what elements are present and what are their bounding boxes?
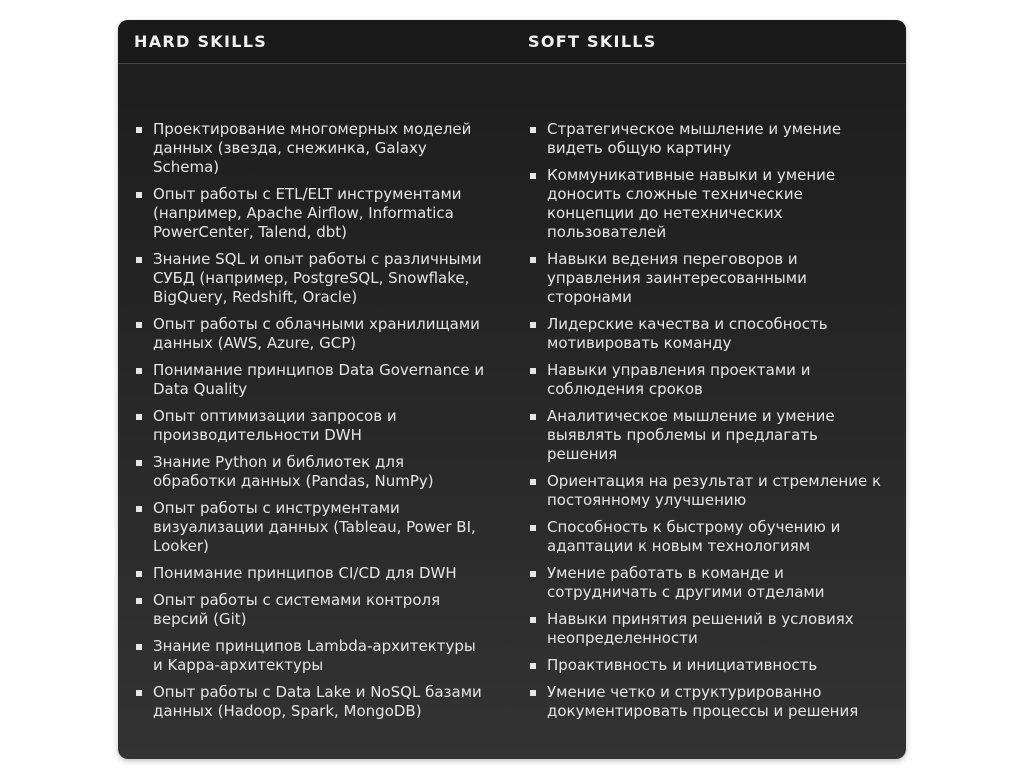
list-item-text: Опыт работы с системами контроля версий (Git) <box>153 590 441 628</box>
list-item-text: Знание Python и библиотек для обработки данных (Pandas, NumPy) <box>153 452 434 490</box>
hard-skills-column <box>135 90 485 750</box>
square-bullet-icon <box>530 571 536 577</box>
list-item <box>135 407 485 445</box>
hard-skills-list <box>135 120 485 721</box>
list-item <box>135 120 485 177</box>
square-bullet-icon <box>530 690 536 696</box>
list-item-text: Умение четко и структурированно документировать процессы и решения <box>547 682 859 720</box>
list-item-text: Стратегическое мышление и умение видеть общую картину <box>547 119 842 157</box>
list-item <box>135 564 485 583</box>
list-item <box>529 683 889 721</box>
list-item <box>529 610 889 648</box>
list-item-text: Проактивность и инициативность <box>547 655 818 674</box>
square-bullet-icon <box>530 322 536 328</box>
list-item <box>529 250 889 307</box>
list-item-text: Способность к быстрому обучению и адаптации к новым технологиям <box>547 517 841 555</box>
square-bullet-icon <box>530 663 536 669</box>
square-bullet-icon <box>136 368 142 374</box>
square-bullet-icon <box>530 257 536 263</box>
list-item <box>135 683 485 721</box>
list-item <box>135 315 485 353</box>
list-item <box>135 499 485 556</box>
list-item-text: Ориентация на результат и стремление к постоянному улучшению <box>547 471 882 509</box>
list-item <box>529 361 889 399</box>
list-item-text: Аналитическое мышление и умение выявлять проблемы и предлагать решения <box>547 406 835 463</box>
list-item <box>529 472 889 510</box>
soft-skills-column <box>529 90 889 750</box>
square-bullet-icon <box>136 322 142 328</box>
square-bullet-icon <box>136 192 142 198</box>
list-item-text: Навыки принятия решений в условиях неопределенности <box>547 609 854 647</box>
square-bullet-icon <box>136 257 142 263</box>
list-item-text: Опыт работы с Data Lake и NoSQL базами данных (Hadoop, Spark, MongoDB) <box>153 682 482 720</box>
list-item-text: Знание SQL и опыт работы с различными СУБД (например, PostgreSQL, Snowflake, BigQuery, Redshift, Oracle) <box>153 249 482 306</box>
square-bullet-icon <box>530 617 536 623</box>
square-bullet-icon <box>530 368 536 374</box>
list-item <box>135 453 485 491</box>
list-item <box>529 315 889 353</box>
list-item-text: Опыт оптимизации запросов и производительности DWH <box>153 406 397 444</box>
square-bullet-icon <box>136 644 142 650</box>
list-item-text: Навыки управления проектами и соблюдения сроков <box>547 360 811 398</box>
soft-skills-list <box>529 120 889 721</box>
list-item <box>529 656 889 675</box>
list-item-text: Навыки ведения переговоров и управления заинтересованными сторонами <box>547 249 807 306</box>
square-bullet-icon <box>530 173 536 179</box>
list-item <box>135 361 485 399</box>
square-bullet-icon <box>136 460 142 466</box>
square-bullet-icon <box>530 127 536 133</box>
list-item-text: Лидерские качества и способность мотивировать команду <box>547 314 828 352</box>
list-item-text: Опыт работы с инструментами визуализации данных (Tableau, Power BI, Looker) <box>153 498 476 555</box>
square-bullet-icon <box>530 525 536 531</box>
square-bullet-icon <box>136 414 142 420</box>
list-item-text: Знание принципов Lambda-архитектуры и Kappa-архитектуры <box>153 636 476 674</box>
list-item <box>135 185 485 242</box>
hard-skills-title: HARD SKILLS <box>134 32 268 51</box>
list-item <box>135 250 485 307</box>
list-item <box>529 407 889 464</box>
list-item-text: Понимание принципов CI/CD для DWH <box>153 563 457 582</box>
list-item-text: Умение работать в команде и сотрудничать с другими отделами <box>547 563 825 601</box>
list-item-text: Понимание принципов Data Governance и Data Quality <box>153 360 485 398</box>
square-bullet-icon <box>530 479 536 485</box>
list-item <box>135 637 485 675</box>
list-item <box>529 518 889 556</box>
square-bullet-icon <box>136 127 142 133</box>
list-item <box>529 166 889 242</box>
list-item <box>529 120 889 158</box>
list-item-text: Опыт работы с облачными хранилищами данных (AWS, Azure, GCP) <box>153 314 480 352</box>
square-bullet-icon <box>530 414 536 420</box>
square-bullet-icon <box>136 598 142 604</box>
list-item-text: Опыт работы с ETL/ELT инструментами (например, Apache Airflow, Informatica PowerCenter, Talend, dbt) <box>153 184 462 241</box>
list-item <box>135 591 485 629</box>
list-item-text: Проектирование многомерных моделей данных (звезда, снежинка, Galaxy Schema) <box>153 119 472 176</box>
list-item <box>529 564 889 602</box>
square-bullet-icon <box>136 506 142 512</box>
square-bullet-icon <box>136 571 142 577</box>
square-bullet-icon <box>136 690 142 696</box>
skills-card <box>118 20 906 759</box>
list-item-text: Коммуникативные навыки и умение доносить сложные технические концепции до нетехнических пользователей <box>547 165 836 241</box>
skills-header <box>118 20 906 64</box>
soft-skills-title: SOFT SKILLS <box>528 32 657 51</box>
